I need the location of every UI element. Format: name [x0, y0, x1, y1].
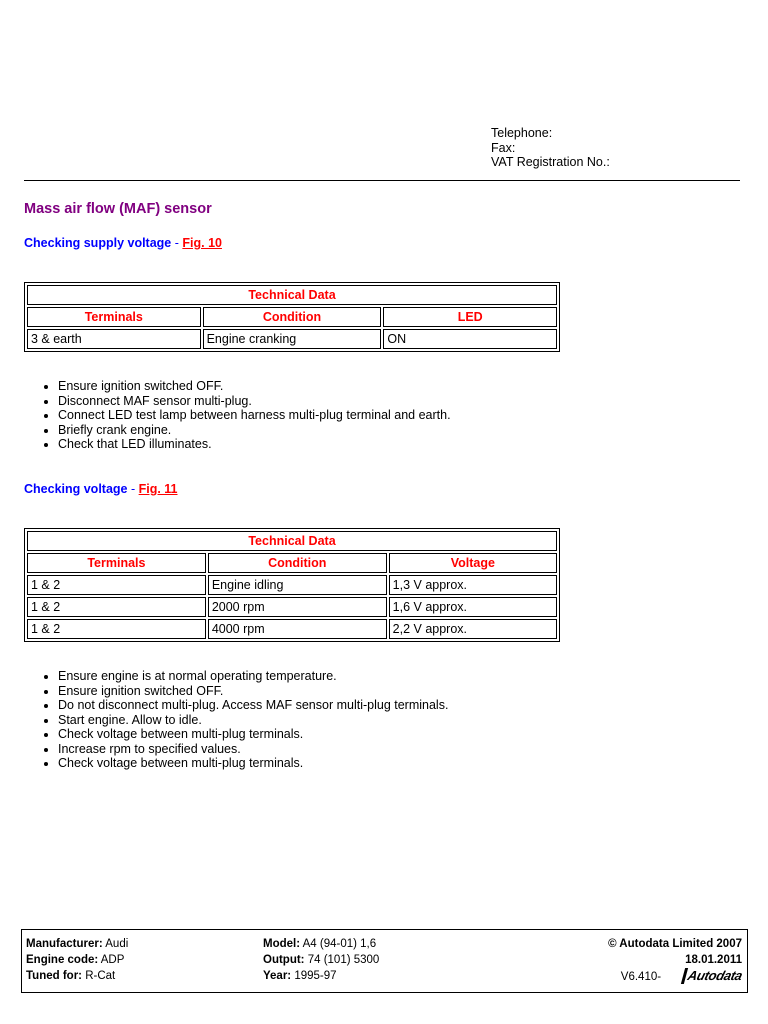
table-cell: 1 & 2 [27, 597, 206, 617]
header-divider [24, 180, 740, 181]
list-item: • Ensure ignition switched OFF. [58, 379, 451, 394]
technical-data-table-1 [24, 282, 560, 352]
tuned-for-value: R-Cat [85, 970, 116, 982]
list-item: • Ensure engine is at normal operating temperature. [58, 669, 448, 684]
table-caption: Technical Data [27, 285, 557, 305]
print-date: 18.01.2011 [685, 954, 742, 966]
table-cell: ON [383, 329, 557, 349]
table-cell: 1 & 2 [27, 575, 206, 595]
list-item: • Increase rpm to specified values. [58, 742, 448, 757]
fax-label: Fax: [491, 140, 516, 155]
section-title-checking-voltage [24, 482, 178, 496]
table-cell: 4000 rpm [208, 619, 387, 639]
version-text: V6.410- [620, 971, 662, 983]
document-footer [21, 929, 748, 993]
section-title-supply-voltage [24, 236, 222, 250]
section-separator: - [127, 482, 139, 496]
table-cell: 2,2 V approx. [389, 619, 557, 639]
manufacturer-label: Manufacturer: [26, 938, 103, 950]
section-title-text: Checking voltage [24, 482, 128, 496]
table-cell: 3 & earth [27, 329, 201, 349]
tuned-for-label: Tuned for: [26, 970, 82, 982]
engine-code-value: ADP [100, 954, 125, 966]
table-cell: 1,6 V approx. [389, 597, 557, 617]
steps-list-2 [24, 669, 448, 771]
column-header-terminals: Terminals [27, 307, 201, 327]
vat-label: VAT Registration No.: [491, 155, 610, 169]
footer-publisher-info [608, 936, 745, 985]
table-cell: Engine cranking [203, 329, 382, 349]
page-title: Mass air flow (MAF) sensor [24, 201, 212, 217]
autodata-logo: Autodata [681, 968, 744, 984]
list-item: • Disconnect MAF sensor multi-plug. [58, 394, 451, 409]
list-item: • Check that LED illuminates. [58, 437, 451, 452]
year-label: Year: [263, 970, 292, 982]
table-cell: 1 & 2 [27, 619, 206, 639]
list-item: • Start engine. Allow to idle. [58, 713, 448, 728]
output-value: 74 (101) 5300 [307, 954, 380, 966]
table-row [27, 619, 557, 639]
contact-block [491, 126, 610, 170]
list-item: • Ensure ignition switched OFF. [58, 684, 448, 699]
list-item: • Connect LED test lamp between harness multi-plug terminal and earth. [58, 408, 451, 423]
column-header-led: LED [383, 307, 557, 327]
copyright-text: © Autodata Limited 2007 [608, 938, 742, 950]
section-separator: - [171, 236, 183, 250]
list-item: • Briefly crank engine. [58, 423, 451, 438]
fig-11-link[interactable]: Fig. 11 [138, 482, 178, 496]
model-value: A4 (94-01) 1,6 [302, 938, 377, 950]
list-item: • Check voltage between multi-plug terminals. [58, 756, 448, 771]
column-header-terminals: Terminals [27, 553, 206, 573]
fig-10-link[interactable]: Fig. 10 [182, 236, 222, 250]
section-title-text: Checking supply voltage [24, 236, 172, 250]
engine-code-label: Engine code: [26, 954, 99, 966]
table-row [27, 575, 557, 595]
year-value: 1995-97 [294, 970, 337, 982]
technical-data-table-2 [24, 528, 560, 642]
column-header-voltage: Voltage [389, 553, 557, 573]
output-label: Output: [263, 954, 305, 966]
footer-model-info [263, 936, 379, 984]
table-caption: Technical Data [27, 531, 557, 551]
list-item: • Check voltage between multi-plug terminals. [58, 727, 448, 742]
table-row [27, 329, 557, 349]
footer-vehicle-info [26, 936, 128, 984]
table-cell: Engine idling [208, 575, 387, 595]
column-header-condition: Condition [203, 307, 382, 327]
table-cell: 1,3 V approx. [389, 575, 557, 595]
telephone-label: Telephone: [491, 126, 553, 140]
model-label: Model: [263, 938, 301, 950]
list-item: • Do not disconnect multi-plug. Access MAF sensor multi-plug terminals. [58, 698, 448, 713]
table-row [27, 597, 557, 617]
steps-list-1 [24, 379, 451, 452]
table-cell: 2000 rpm [208, 597, 387, 617]
manufacturer-value: Audi [105, 938, 129, 950]
column-header-condition: Condition [208, 553, 387, 573]
